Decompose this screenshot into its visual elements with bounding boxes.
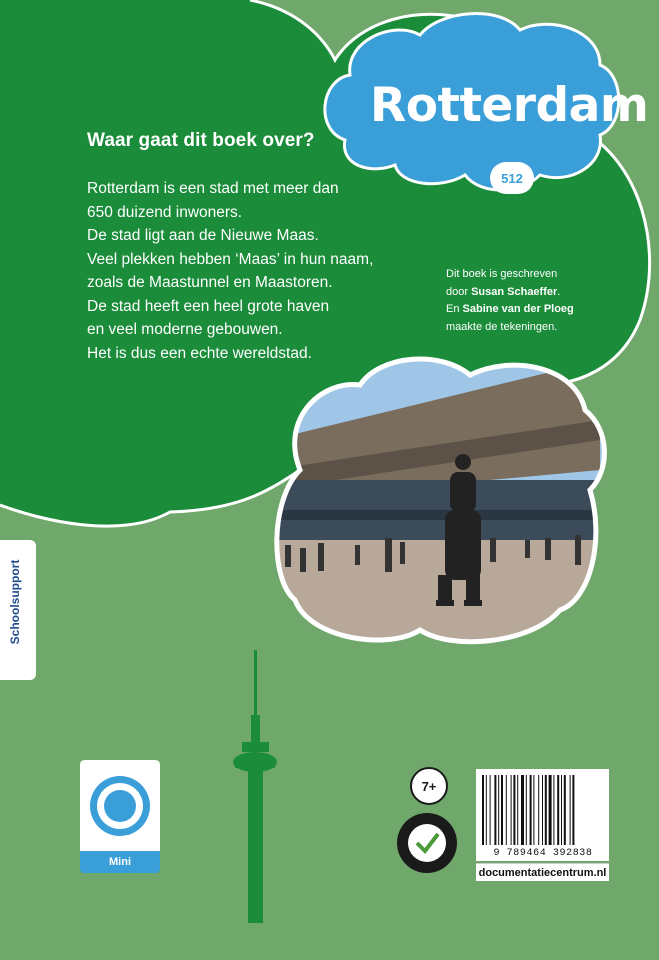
summary-line: Het is dus een echte wereldstad. [87, 344, 312, 362]
barcode-bar [570, 775, 571, 845]
euromast-tower [233, 650, 277, 923]
barcode-bar [545, 775, 547, 845]
barcode-bar [553, 775, 554, 845]
series-title: Rotterdam [370, 78, 649, 133]
credits [446, 266, 646, 336]
age-badge: 7+ [410, 767, 448, 805]
barcode-bar [538, 775, 539, 845]
barcode-bar [486, 775, 487, 845]
barcode-bar [521, 775, 524, 845]
barcode-bar [561, 775, 562, 845]
credits-line: En Sabine van der Ploeg [446, 303, 574, 315]
summary-line: en veel moderne gebouwen. [87, 321, 283, 338]
barcode-bar [513, 775, 515, 845]
barcode-bar [482, 775, 484, 845]
barcode-bar [530, 775, 532, 845]
checked-seal [397, 813, 457, 873]
barcode-bar [501, 775, 503, 845]
mini-label: Mini [80, 851, 160, 873]
barcode-number: 9 789464 392838 [493, 848, 593, 859]
summary-line: 650 duizend inwoners. [87, 203, 243, 221]
summary-text [87, 177, 387, 365]
credits-line: maakte de tekeningen. [446, 320, 558, 333]
barcode-bar [517, 775, 518, 845]
summary-line: zoals de Maastunnel en Maastoren. [87, 274, 333, 291]
barcode-bar [511, 775, 512, 845]
barcode-bar [549, 775, 552, 845]
illustrator-name: Sabine van der Ploeg [462, 303, 574, 315]
summary-line: De stad heeft een heel grote haven [87, 297, 330, 315]
website-label: documentatiecentrum.nl [476, 863, 609, 881]
barcode-bar [506, 775, 507, 845]
summary-line: De stad ligt aan de Nieuwe Maas. [87, 227, 319, 244]
barcode-bar [564, 775, 566, 845]
publisher-name: Schoolsupport [8, 559, 22, 645]
author-name: Susan Schaeffer [471, 285, 558, 298]
barcode-bar [557, 775, 559, 845]
barcode-bar [533, 775, 534, 845]
barcode-bar [542, 775, 543, 845]
barcode-bars-overlay [476, 769, 609, 849]
summary-line: Veel plekken hebben ‘Maas’ in hun naam, [87, 250, 374, 268]
barcode-bar [494, 775, 496, 845]
level-badge: 512 [490, 162, 534, 194]
barcode-bar [490, 775, 491, 845]
barcode-bar [498, 775, 499, 845]
credits-line: door Susan Schaeffer. [446, 285, 561, 298]
content-heading: Waar gaat dit boek over? [87, 130, 315, 151]
credits-line: Dit boek is geschreven [446, 268, 558, 280]
barcode-bar [526, 775, 527, 845]
summary-line: Rotterdam is een stad met meer dan [87, 180, 339, 197]
mini-badge [80, 760, 160, 851]
barcode-bar [572, 775, 574, 845]
